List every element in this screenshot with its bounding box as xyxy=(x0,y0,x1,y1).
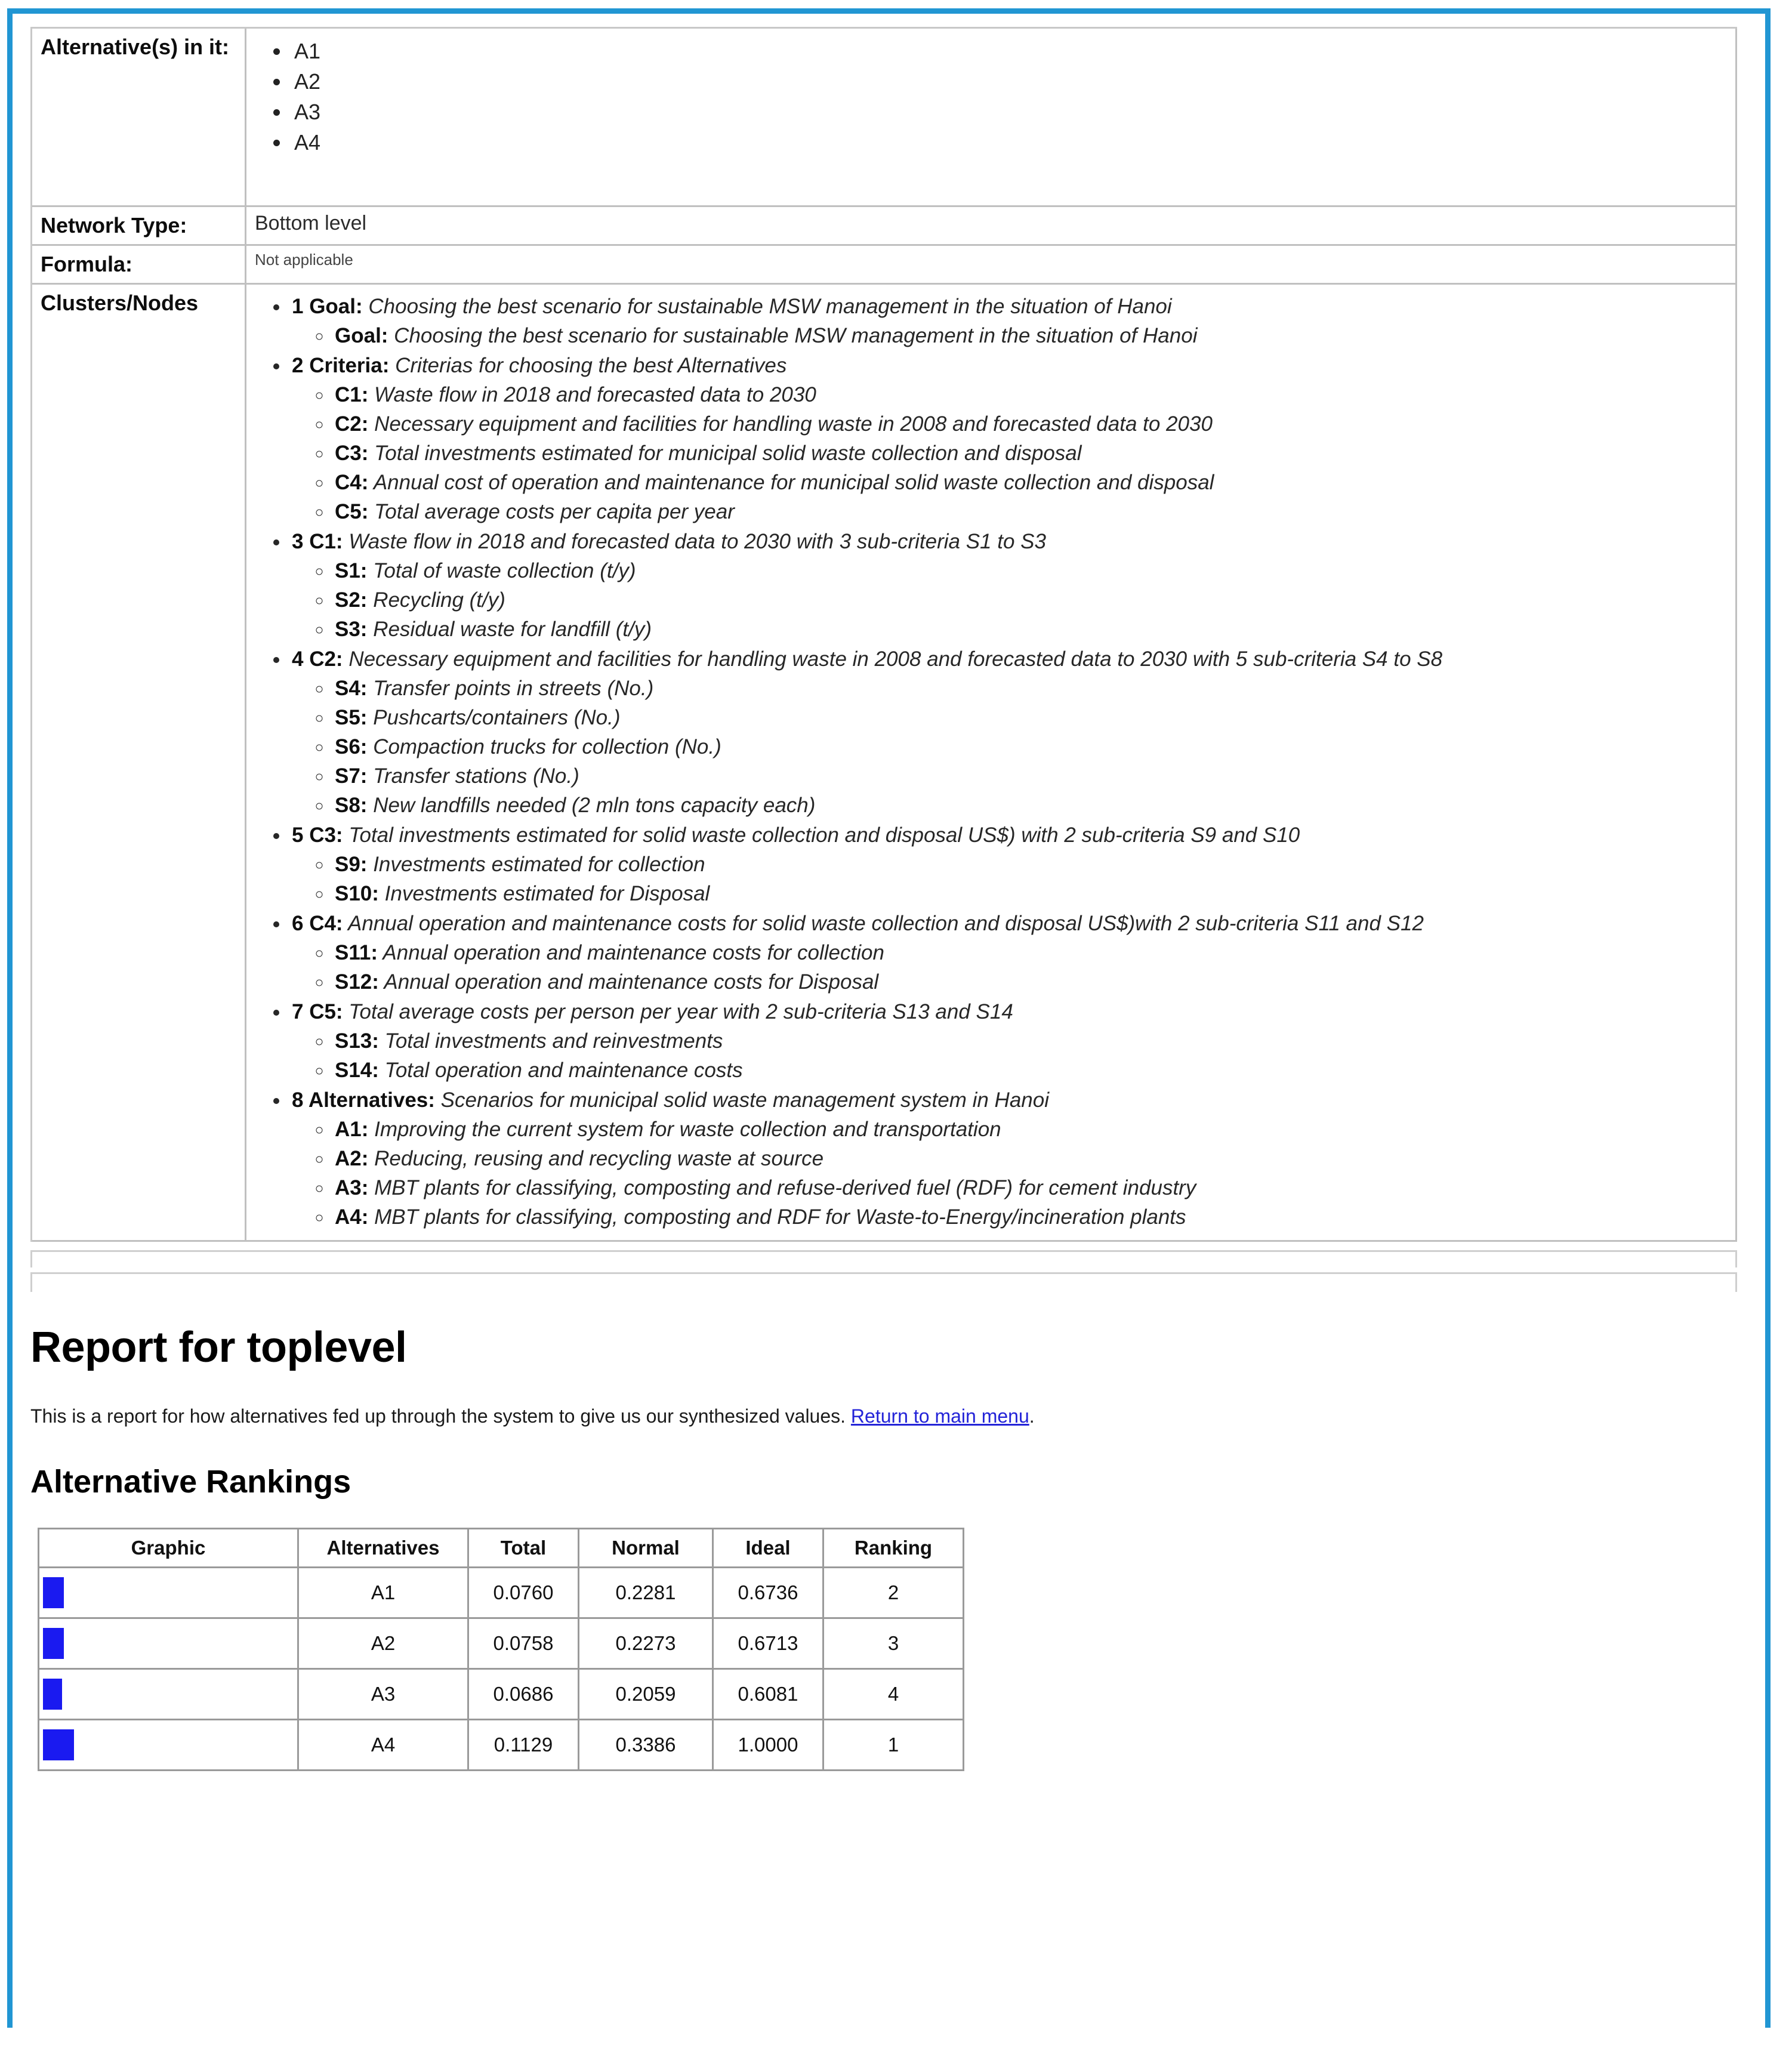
outline-item xyxy=(332,732,1728,761)
outline-sublist xyxy=(292,556,1728,644)
outline-item-label: C3: xyxy=(335,442,369,465)
table-row xyxy=(39,1670,964,1720)
outline-item-text: Annual operation and maintenance costs for Disposal xyxy=(378,970,879,994)
outline-item-text: Necessary equipment and facilities for handling waste in 2008 and forecasted data to 2030 with 5 sub-criteria S4 to S8 xyxy=(343,647,1443,671)
outline-item-text: Total investments and reinvestments xyxy=(378,1029,723,1053)
list-item: • A4 xyxy=(291,127,1728,158)
outline-item xyxy=(332,879,1728,908)
alternative-rankings-heading: Alternative Rankings xyxy=(30,1463,351,1500)
table-row-formula xyxy=(32,246,1737,285)
outline-item-label: 4 C2: xyxy=(292,647,343,671)
formula-label: Formula: xyxy=(32,246,246,285)
network-info-table xyxy=(30,27,1737,1242)
separator-line-1 xyxy=(30,1250,1737,1267)
outline-item-text: Total investments estimated for solid waste collection and disposal US$) with 2 sub-criteria S9 and S10 xyxy=(343,824,1300,847)
outline-item xyxy=(332,850,1728,879)
outline-item xyxy=(332,380,1728,409)
outline-item xyxy=(289,644,1728,820)
outline-item-text: Total investments estimated for municipal solid waste collection and disposal xyxy=(368,442,1082,465)
table-header-row xyxy=(39,1529,964,1568)
cell-normal: 0.2281 xyxy=(579,1568,714,1619)
outline-item-label: C1: xyxy=(335,383,369,407)
outline-item-label: C2: xyxy=(335,412,369,436)
cell-ranking: 3 xyxy=(824,1619,964,1670)
outline-item xyxy=(332,761,1728,791)
list-item: • A1 xyxy=(291,36,1728,66)
outline-item-label: 5 C3: xyxy=(292,824,343,847)
cell-ideal: 0.6081 xyxy=(714,1670,824,1720)
page-frame xyxy=(7,8,1771,2028)
cell-total: 0.1129 xyxy=(469,1720,579,1771)
outline-item-text: Choosing the best scenario for sustainable MSW management in the situation of Hanoi xyxy=(388,324,1198,348)
graphic-cell xyxy=(39,1568,299,1619)
outline-item-label: S11: xyxy=(335,941,378,965)
report-section xyxy=(30,1292,1747,1771)
outline-item xyxy=(332,1144,1728,1173)
cell-normal: 0.2059 xyxy=(579,1670,714,1720)
outline-item-label: 7 C5: xyxy=(292,1000,343,1024)
outline-item xyxy=(289,821,1728,908)
outline-item-label: S4: xyxy=(335,677,368,701)
cell-alternative: A3 xyxy=(299,1670,469,1720)
table-row-clusters-nodes xyxy=(32,285,1737,1242)
outline-item-label: S12: xyxy=(335,970,379,994)
cell-ideal: 1.0000 xyxy=(714,1720,824,1771)
cell-ranking: 1 xyxy=(824,1720,964,1771)
outline-item xyxy=(332,1026,1728,1056)
outline-item-text: Necessary equipment and facilities for handling waste in 2008 and forecasted data to 2030 xyxy=(368,412,1213,436)
table-row xyxy=(39,1568,964,1619)
outline-item-label: 8 Alternatives: xyxy=(292,1088,435,1112)
clusters-nodes-value xyxy=(246,285,1737,1242)
outline-item-label: S3: xyxy=(335,618,368,641)
outline-item-text: Waste flow in 2018 and forecasted data to 2030 with 3 sub-criteria S1 to S3 xyxy=(343,530,1046,554)
outline-item xyxy=(289,351,1728,526)
outline-item-text: Improving the current system for waste collection and transportation xyxy=(368,1118,1001,1142)
outline-item-label: S9: xyxy=(335,853,368,877)
cell-ideal: 0.6736 xyxy=(714,1568,824,1619)
cell-ideal: 0.6713 xyxy=(714,1619,824,1670)
alternatives-in-it-label: Alternative(s) in it: xyxy=(32,29,246,207)
outline-item-text: Annual operation and maintenance costs for collection xyxy=(378,941,884,965)
outline-item-label: S10: xyxy=(335,882,379,906)
outline-sublist xyxy=(292,674,1728,820)
graphic-cell xyxy=(39,1670,299,1720)
outline-item-label: C4: xyxy=(335,471,369,495)
outline-item xyxy=(332,556,1728,585)
outline-item-text: Annual cost of operation and maintenance for municipal solid waste collection and disposal xyxy=(368,471,1214,495)
alternatives-in-it-value xyxy=(246,29,1737,207)
graphic-cell xyxy=(39,1720,299,1771)
outline-item-label: 2 Criteria: xyxy=(292,354,390,378)
column-header-ranking: Ranking xyxy=(824,1529,964,1568)
outline-item xyxy=(332,585,1728,615)
outline-item-label: 1 Goal: xyxy=(292,295,363,319)
outline-item-label: 6 C4: xyxy=(292,912,343,936)
clusters-nodes-outline xyxy=(255,292,1728,1232)
outline-item-text: Total operation and maintenance costs xyxy=(378,1059,743,1082)
ranking-bar xyxy=(43,1577,64,1608)
outline-item-text: Compaction trucks for collection (No.) xyxy=(367,735,721,759)
ranking-bar xyxy=(43,1729,74,1760)
separator-line-2 xyxy=(30,1272,1737,1292)
outline-item xyxy=(332,674,1728,703)
outline-item-label: A3: xyxy=(335,1176,369,1200)
cell-ranking: 4 xyxy=(824,1670,964,1720)
cell-alternative: A2 xyxy=(299,1619,469,1670)
cell-alternative: A4 xyxy=(299,1720,469,1771)
outline-item-text: Annual operation and maintenance costs for solid waste collection and disposal US$)with 2 sub-criteria S11 and S12 xyxy=(343,912,1424,936)
return-to-main-menu-link[interactable]: Return to main menu xyxy=(850,1405,1029,1427)
outline-sublist xyxy=(292,850,1728,908)
graphic-cell xyxy=(39,1619,299,1670)
column-header-normal: Normal xyxy=(579,1529,714,1568)
outline-item-text: Total average costs per person per year with 2 sub-criteria S13 and S14 xyxy=(343,1000,1013,1024)
outline-item-text: Reducing, reusing and recycling waste at source xyxy=(368,1147,824,1171)
outline-item xyxy=(332,468,1728,497)
outline-item-text: Scenarios for municipal solid waste management system in Hanoi xyxy=(434,1088,1050,1112)
outline-sublist xyxy=(292,321,1728,350)
outline-item-label: S6: xyxy=(335,735,368,759)
outline-item xyxy=(332,321,1728,350)
cell-total: 0.0758 xyxy=(469,1619,579,1670)
outline-sublist xyxy=(292,1115,1728,1232)
cell-ranking: 2 xyxy=(824,1568,964,1619)
outline-item xyxy=(332,703,1728,732)
outline-item-label: S2: xyxy=(335,588,368,612)
outline-item-label: C5: xyxy=(335,500,369,524)
cell-normal: 0.2273 xyxy=(579,1619,714,1670)
outline-item xyxy=(332,1202,1728,1232)
outline-item-text: Investments estimated for Disposal xyxy=(378,882,710,906)
outline-item xyxy=(332,497,1728,526)
cell-normal: 0.3386 xyxy=(579,1720,714,1771)
outline-item xyxy=(332,938,1728,967)
outline-item-label: S1: xyxy=(335,559,368,583)
outline-item-label: A4: xyxy=(335,1205,369,1229)
alternative-rankings-body xyxy=(39,1568,964,1771)
table-row-network-type xyxy=(32,207,1737,246)
outline-item-text: Total average costs per capita per year xyxy=(368,500,735,524)
cell-total: 0.0686 xyxy=(469,1670,579,1720)
alternatives-list xyxy=(255,36,1728,158)
outline-item-label: S5: xyxy=(335,706,368,730)
page-content xyxy=(13,27,1765,2035)
alternative-rankings-table xyxy=(38,1528,964,1771)
formula-value: Not applicable xyxy=(246,246,1737,285)
cell-alternative: A1 xyxy=(299,1568,469,1619)
network-type-label: Network Type: xyxy=(32,207,246,246)
outline-item xyxy=(332,409,1728,439)
column-header-total: Total xyxy=(469,1529,579,1568)
report-description-text-before: This is a report for how alternatives fed up through the system to give us our synthesized values. xyxy=(30,1405,851,1427)
outline-item xyxy=(332,1056,1728,1085)
outline-item-text: Criterias for choosing the best Alternatives xyxy=(389,354,787,378)
outline-item xyxy=(332,967,1728,997)
outline-item xyxy=(289,527,1728,644)
network-type-value: Bottom level xyxy=(246,207,1737,246)
outline-item-label: 3 C1: xyxy=(292,530,343,554)
outline-item xyxy=(332,1115,1728,1144)
outline-item-text: MBT plants for classifying, composting and RDF for Waste-to-Energy/incineration plants xyxy=(368,1205,1186,1229)
outline-item-label: S14: xyxy=(335,1059,379,1082)
column-header-alternatives: Alternatives xyxy=(299,1529,469,1568)
column-header-ideal: Ideal xyxy=(714,1529,824,1568)
outline-item-label: A2: xyxy=(335,1147,369,1171)
report-description-text-after: . xyxy=(1029,1405,1035,1427)
report-description xyxy=(30,1403,1747,1430)
outline-item-text: Recycling (t/y) xyxy=(367,588,505,612)
table-row xyxy=(39,1720,964,1771)
outline-item-text: Waste flow in 2018 and forecasted data to 2030 xyxy=(368,383,816,407)
outline-item-text: MBT plants for classifying, composting and refuse-derived fuel (RDF) for cement industry xyxy=(368,1176,1196,1200)
page-title: Report for toplevel xyxy=(30,1324,407,1372)
outline-item-label: S13: xyxy=(335,1029,379,1053)
outline-item xyxy=(332,1173,1728,1202)
list-item: • A3 xyxy=(291,97,1728,127)
outline-item-text: Transfer points in streets (No.) xyxy=(367,677,654,701)
outline-item xyxy=(289,909,1728,997)
column-header-graphic: Graphic xyxy=(39,1529,299,1568)
outline-item xyxy=(289,997,1728,1085)
outline-item-label: Goal: xyxy=(335,324,388,348)
outline-sublist xyxy=(292,1026,1728,1085)
list-item: • A2 xyxy=(291,66,1728,97)
cell-total: 0.0760 xyxy=(469,1568,579,1619)
ranking-bar xyxy=(43,1628,64,1659)
outline-item-text: Choosing the best scenario for sustainable MSW management in the situation of Hanoi xyxy=(362,295,1172,319)
outline-item-label: S7: xyxy=(335,764,368,788)
clusters-nodes-label: Clusters/Nodes xyxy=(32,285,246,1242)
outline-item-text: Investments estimated for collection xyxy=(367,853,705,877)
outline-item xyxy=(289,1085,1728,1232)
outline-item xyxy=(332,439,1728,468)
outline-item-text: Residual waste for landfill (t/y) xyxy=(367,618,652,641)
outline-item xyxy=(332,615,1728,644)
outline-sublist xyxy=(292,380,1728,526)
ranking-bar xyxy=(43,1679,62,1710)
outline-item-text: New landfills needed (2 mln tons capacity each) xyxy=(367,794,816,818)
outline-item-text: Total of waste collection (t/y) xyxy=(367,559,636,583)
outline-item xyxy=(289,292,1728,350)
outline-sublist xyxy=(292,938,1728,997)
table-row-alternatives xyxy=(32,29,1737,207)
outline-item-label: S8: xyxy=(335,794,368,818)
separator-group xyxy=(30,1250,1737,1292)
table-row xyxy=(39,1619,964,1670)
outline-item xyxy=(332,791,1728,820)
outline-item-text: Transfer stations (No.) xyxy=(367,764,579,788)
outline-item-label: A1: xyxy=(335,1118,369,1142)
outline-item-text: Pushcarts/containers (No.) xyxy=(367,706,621,730)
